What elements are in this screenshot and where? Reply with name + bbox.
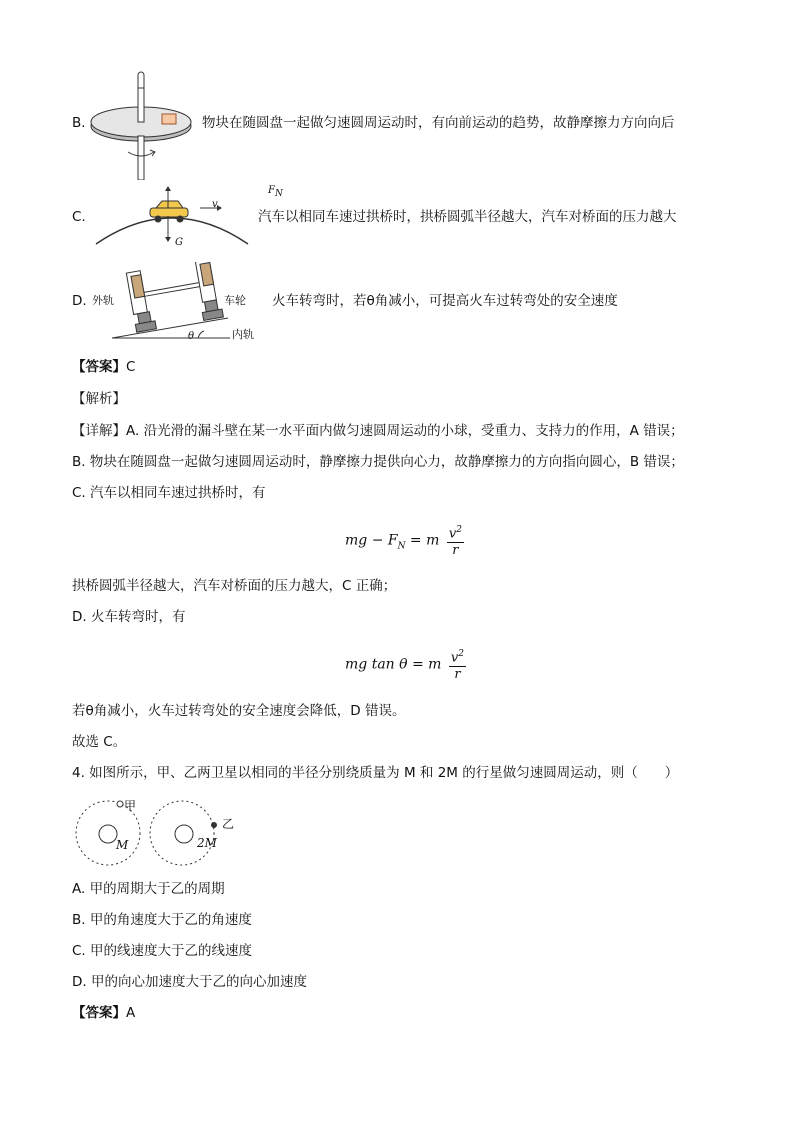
satellite-jia-label: 甲 xyxy=(124,799,137,813)
detail-line-6: 若θ角减小，火车过转弯处的安全速度会降低，D 错误。 xyxy=(72,703,406,719)
q4-option-c: C. 甲的线速度大于乙的线速度 xyxy=(72,943,253,959)
option-d-text: 火车转弯时，若θ角减小，可提高火车过转弯处的安全速度 xyxy=(272,293,618,309)
satellite-yi-label: 乙 xyxy=(222,817,235,831)
detail-line-4: 拱桥圆弧半径越大，汽车对桥面的压力越大，C 正确； xyxy=(72,578,397,594)
v-label: v xyxy=(212,199,218,210)
detail-line-3: C. 汽车以相同车速过拱桥时，有 xyxy=(72,485,266,501)
answer-1: 【答案】C xyxy=(72,359,136,375)
detail-line-5: D. 火车转弯时，有 xyxy=(72,609,186,625)
answer-4: 【答案】A xyxy=(72,1005,136,1021)
wheel-label: 车轮 xyxy=(224,294,246,307)
theta-label: θ xyxy=(188,331,195,342)
inner-rail-label: 内轨 xyxy=(232,328,254,341)
train-track-figure xyxy=(110,262,240,342)
option-b-label: B. xyxy=(72,115,86,131)
satellite-orbits-figure xyxy=(74,796,254,870)
option-c-text: 汽车以相同车速过拱桥时，拱桥圆弧半径越大，汽车对桥面的压力越大 xyxy=(258,209,677,225)
g-label: G xyxy=(175,237,183,248)
arch-bridge-car-figure xyxy=(92,182,252,252)
equation-2: mg tan θ = m $\frac{v^2}{r}$ xyxy=(345,646,466,683)
option-b-text: 物块在随圆盘一起做匀速圆周运动时，有向前运动的趋势，故静摩擦力方向向后 xyxy=(202,115,675,131)
q4-option-d: D. 甲的向心加速度大于乙的向心加速度 xyxy=(72,974,307,990)
rotating-disc-figure xyxy=(88,70,198,180)
detail-line-7: 故选 C。 xyxy=(72,734,127,750)
q4-option-b: B. 甲的角速度大于乙的角速度 xyxy=(72,912,252,928)
outer-rail-label: 外轨 xyxy=(92,294,114,307)
fn-label: $F_N$ xyxy=(268,185,283,199)
option-c-label: C. xyxy=(72,209,86,225)
question-4-stem: 4. 如图所示，甲、乙两卫星以相同的半径分别绕质量为 M 和 2M 的行星做匀速圆周运动，则（ ） xyxy=(72,765,679,781)
analysis-tag: 【解析】 xyxy=(72,391,126,407)
planet-2m-label: 2M xyxy=(197,836,217,850)
detail-line-1: 【详解】A. 沿光滑的漏斗壁在某一水平面内做匀速圆周运动的小球，受重力、支持力的作用，A 错误； xyxy=(72,423,684,439)
equation-1: mg − $F_N = m$ $\frac{v^2}{r}$ xyxy=(345,522,464,559)
option-d-label: D. xyxy=(72,293,87,309)
planet-m-label: M xyxy=(116,838,129,852)
detail-line-2: B. 物块在随圆盘一起做匀速圆周运动时，静摩擦力提供向心力，故静摩擦力的方向指向圆心，B 错误； xyxy=(72,454,684,470)
q4-option-a: A. 甲的周期大于乙的周期 xyxy=(72,881,225,897)
